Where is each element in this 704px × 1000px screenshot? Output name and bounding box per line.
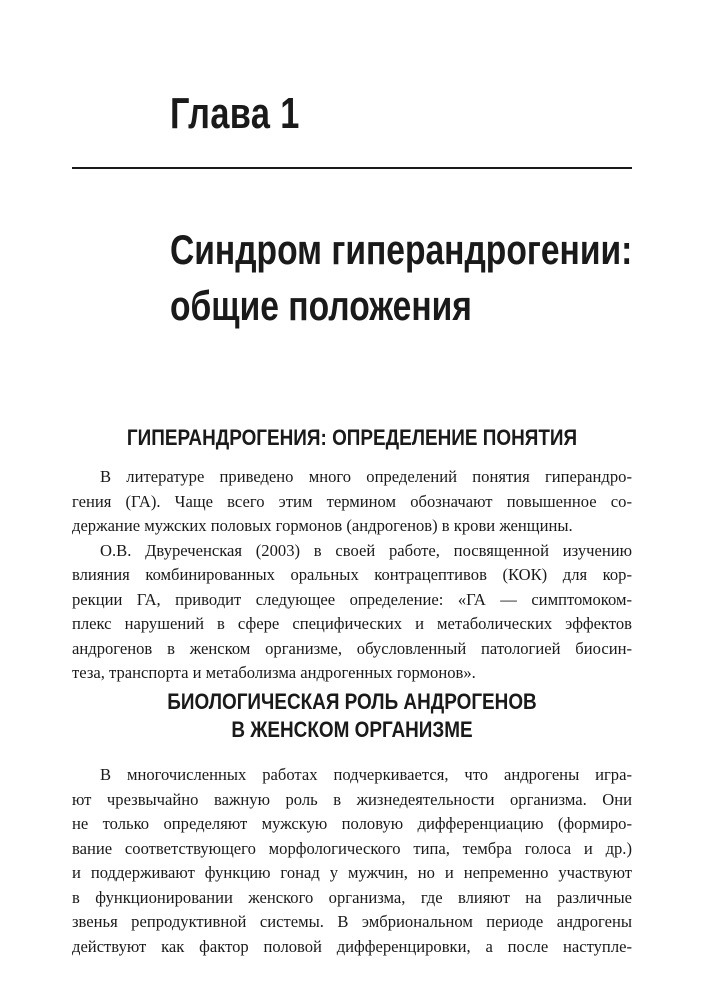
text-line: рекции ГА, приводит следующее определение: «ГА — симптомоком- bbox=[72, 589, 632, 609]
chapter-divider bbox=[72, 167, 632, 169]
text-line: теза, транспорта и метаболизма андрогенных гормонов». bbox=[72, 663, 476, 682]
text-line: андрогенов в женском организме, обусловленный патологией биосин- bbox=[72, 638, 632, 658]
section-body bbox=[72, 763, 632, 959]
chapter-title-line: Синдром гиперандрогении: bbox=[170, 226, 633, 273]
section-heading bbox=[49, 688, 654, 744]
text-line: влияния комбинированных оральных контрацептивов (КОК) для кор- bbox=[72, 565, 632, 584]
text-line: держание мужских половых гормонов (андрогенов) в крови женщины. bbox=[72, 516, 573, 535]
text-line: О.В. Двуреченская (2003) в своей работе, посвященной изучению bbox=[100, 540, 632, 560]
text-line: В многочисленных работах подчеркивается, что андрогены игра- bbox=[100, 765, 632, 784]
text-line: действуют как фактор половой дифференцировки, а после наступле- bbox=[72, 936, 632, 956]
section-heading-line: В ЖЕНСКОМ ОРГАНИЗМЕ bbox=[231, 717, 473, 742]
text-line: ют чрезвычайно важную роль в жизнедеятельности организма. Они bbox=[72, 789, 632, 809]
text-line: В литературе приведено много определений понятия гиперандро- bbox=[100, 467, 632, 486]
chapter-title-line: общие положения bbox=[170, 282, 472, 329]
section-body bbox=[72, 465, 632, 686]
text-line: гения (ГА). Чаще всего этим термином обозначают повышенное со- bbox=[72, 491, 632, 511]
text-line: звенья репродуктивной системы. В эмбриональном периоде андрогены bbox=[72, 912, 632, 931]
text-line: не только определяют мужскую половую дифференциацию (формиро- bbox=[72, 814, 632, 833]
text-line: и поддерживают функцию гонад у мужчин, но и непременно участвуют bbox=[72, 863, 632, 882]
text-line: вание соответствующего морфологического типа, тембра голоса и др.) bbox=[72, 838, 632, 858]
section-heading-line: БИОЛОГИЧЕСКАЯ РОЛЬ АНДРОГЕНОВ bbox=[167, 689, 537, 714]
text-line: в функционировании женского организма, где влияют на различные bbox=[72, 887, 632, 907]
chapter-title bbox=[170, 222, 632, 334]
chapter-label: Глава 1 bbox=[170, 89, 300, 138]
text-line: плекс нарушений в сфере специфических и метаболических эффектов bbox=[72, 614, 632, 633]
section-heading: ГИПЕРАНДРОГЕНИЯ: ОПРЕДЕЛЕНИЕ ПОНЯТИЯ bbox=[126, 425, 578, 450]
